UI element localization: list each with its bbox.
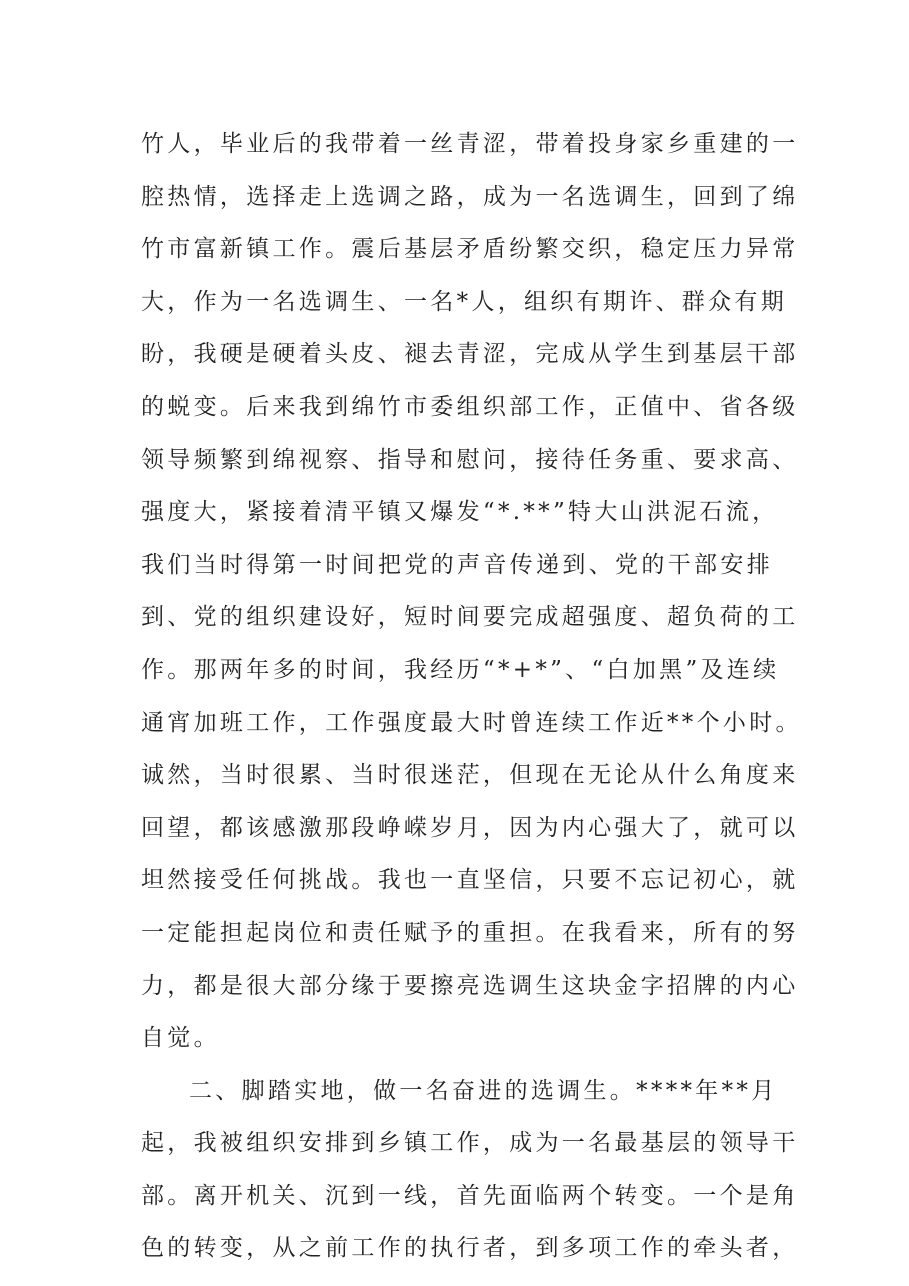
text-line: 诚然，当时很累、当时很迷茫，但现在无论从什么角度来 (141, 762, 799, 789)
text-line: 起，我被组织安排到乡镇工作，成为一名最基层的领导干 (141, 1130, 799, 1157)
text-line: 强度大，紧接着清平镇又爆发“*.**”特大山洪泥石流， (141, 499, 779, 526)
text-line: 领导频繁到绵视察、指导和慰问，接待任务重、要求高、 (141, 446, 799, 473)
text-line: 作。那两年多的时间，我经历“*+*”、“白加黑”及连续 (141, 656, 780, 683)
paragraph-1 (141, 118, 802, 1065)
text-line: 回望，都该感激那段峥嵘岁月，因为内心强大了，就可以 (141, 814, 799, 841)
text-line: 二、脚踏实地，做一名奋进的选调生。****年**月 (189, 1077, 778, 1104)
text-line: 自觉。 (141, 1025, 220, 1052)
text-line: 坦然接受任何挑战。我也一直坚信，只要不忘记初心，就 (141, 867, 799, 894)
text-line: 色的转变，从之前工作的执行者，到多项工作的牵头者， (141, 1235, 799, 1262)
text-line: 腔热情，选择走上选调之路，成为一名选调生，回到了绵 (141, 183, 799, 210)
text-line: 大，作为一名选调生、一名*人，组织有期许、群众有期 (141, 288, 787, 315)
text-line: 盼，我硬是硬着头皮、褪去青涩，完成从学生到基层干部 (141, 341, 799, 368)
text-line: 竹人，毕业后的我带着一丝青涩，带着投身家乡重建的一 (141, 131, 799, 157)
text-line: 到、党的组织建设好，短时间要完成超强度、超负荷的工 (141, 604, 799, 631)
text-line: 力，都是很大部分缘于要擦亮选调生这块金字招牌的内心 (141, 972, 799, 999)
text-line: 我们当时得第一时间把党的声音传递到、党的干部安排 (141, 551, 773, 578)
document-body (141, 118, 802, 1275)
text-line: 一定能担起岗位和责任赋予的重担。在我看来，所有的努 (141, 919, 799, 946)
paragraph-2 (141, 1065, 799, 1275)
text-line: 部。离开机关、沉到一线，首先面临两个转变。一个是角 (141, 1182, 799, 1209)
text-line: 的蜕变。后来我到绵竹市委组织部工作，正值中、省各级 (141, 393, 799, 420)
text-line: 通宵加班工作，工作强度最大时曾连续工作近**个小时。 (141, 709, 802, 736)
text-line: 竹市富新镇工作。震后基层矛盾纷繁交织，稳定压力异常 (141, 236, 799, 263)
